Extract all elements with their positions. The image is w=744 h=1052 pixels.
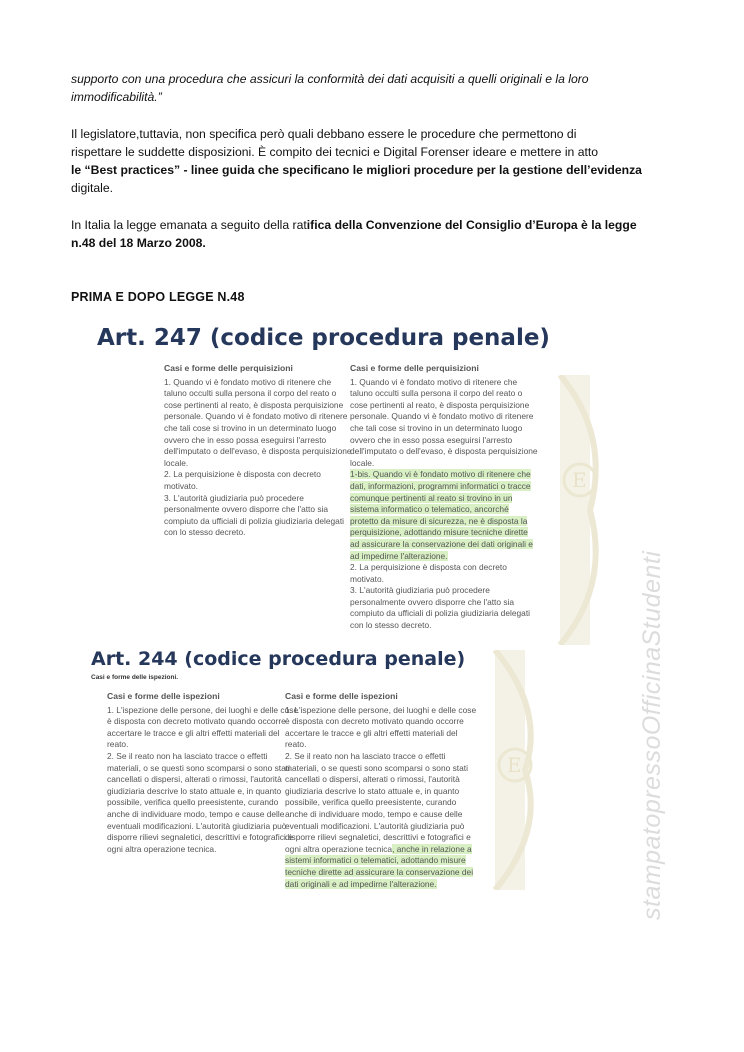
column-line: locale.: [350, 457, 375, 468]
highlighted-segment: , anche in relazione a: [392, 843, 472, 854]
column-line: accertare le tracce e gli altri effetti materiali del: [285, 727, 458, 738]
column-line: dell'imputato o dell'evaso, è disposta perquisizione: [350, 446, 538, 457]
column-line: 2. La perquisizione è disposta con decreto: [164, 469, 321, 480]
highlighted-line: protetto da misure di sicurezza, ne è disposta la: [350, 515, 528, 526]
column-line: materiali, o se questi sono scomparsi o sono stati: [107, 762, 290, 773]
column-line: 2. La perquisizione è disposta con decreto: [350, 562, 507, 573]
column-line: è disposta con decreto motivato quando occorre: [285, 716, 464, 727]
column-line: cose pertinenti al reato, è disposta perquisizione: [350, 399, 530, 410]
column-line: che tali cose si trovino in un determinato luogo: [164, 422, 337, 433]
column-line: personale. Quando vi è fondato motivo di ritenere: [164, 411, 348, 422]
paragraph-italy-law: [71, 216, 673, 252]
column-line: personalmente ovvero disporre che l'atto sia: [350, 596, 515, 607]
text-line: immodificabilità.”: [71, 90, 162, 104]
column-line: con lo stesso decreto.: [350, 620, 432, 631]
column-line: compiuto da ufficiali di polizia giudiziaria delegati: [164, 515, 345, 526]
text-segment-bold: ifica della Convenzione del Consiglio d’Europa è la legge: [306, 218, 637, 232]
text-segment: In Italia la legge emanata a seguito della rat: [71, 218, 307, 232]
column-line: possibile, verifica quello preesistente, curando: [107, 797, 279, 808]
art-244-small-note: Casi e forme delle ispezioni.: [91, 674, 179, 681]
column-line: dell'imputato o dell'evaso, è disposta perquisizione: [164, 446, 352, 457]
column-line: 2. Se il reato non ha lasciato tracce o effetti: [285, 750, 446, 761]
column-line: disporre rilievi segnaletici, descrittivi e fotografici e: [285, 832, 471, 843]
art-244-before-column: [107, 691, 298, 855]
column-line: 3. L'autorità giudiziaria può procedere: [164, 492, 304, 503]
svg-text:E: E: [507, 753, 522, 777]
paragraph-legislator: [71, 125, 673, 197]
watermark-text: stampatopressoOfficinaStudenti: [638, 550, 666, 920]
column-line: è disposta con decreto motivato quando occorre: [107, 716, 286, 727]
text-line: rispettare le suddette disposizioni. È compito dei tecnici e Digital Forenser ideare e mettere in atto: [71, 145, 599, 159]
highlighted-line: tecniche dirette ad assicurare la conservazione dei: [285, 866, 474, 877]
column-line: anche di individuare modo, tempo e cause delle: [107, 808, 285, 819]
text-line: [71, 216, 673, 234]
text-line: digitale.: [71, 181, 114, 195]
column-heading: Casi e forme delle ispezioni: [107, 691, 220, 701]
column-line: eventuali modificazioni. L'autorità giudiziaria può: [285, 820, 465, 831]
column-heading: Casi e forme delle perquisizioni: [164, 363, 293, 373]
column-line: cancellati o dispersi, alterati o rimossi, l'autorità: [285, 774, 460, 785]
column-line: motivato.: [164, 480, 198, 491]
column-line: 1. Quando vi è fondato motivo di ritenere che: [164, 376, 332, 387]
highlighted-line: ad assicurare la conservazione dei dati originali e: [350, 538, 533, 549]
column-heading: Casi e forme delle ispezioni: [285, 691, 398, 701]
column-line: motivato.: [350, 573, 384, 584]
column-line: reato.: [285, 739, 307, 750]
column-line: materiali, o se questi sono scomparsi o sono stati: [285, 762, 468, 773]
column-line: giudiziaria descrive lo stato attuale e, in quanto: [107, 785, 282, 796]
column-line: possibile, verifica quello preesistente, curando: [285, 797, 457, 808]
text-line: supporto con una procedura che assicuri la conformità dei dati acquisiti a quelli originali e la loro: [71, 72, 589, 86]
section-heading: PRIMA E DOPO LEGGE N.48: [71, 290, 245, 304]
column-line: personale. Quando vi è fondato motivo di ritenere: [350, 411, 534, 422]
column-line: 2. Se il reato non ha lasciato tracce o effetti: [107, 750, 268, 761]
highlighted-line: sistemi informatici o telematici, adottando misure: [285, 855, 466, 866]
highlighted-line: sistema informatico o telematico, ancorché: [350, 504, 509, 515]
art-247-title: Art. 247 (codice procedura penale): [97, 325, 550, 351]
art-247-after-column: [350, 363, 538, 632]
highlighted-line: 1-bis. Quando vi è fondato motivo di ritenere che: [350, 469, 531, 480]
text-line-bold: n.48 del 18 Marzo 2008.: [71, 236, 206, 250]
paragraph-quote-end: [71, 70, 673, 106]
column-line: che tali cose si trovino in un determinato luogo: [350, 422, 523, 433]
column-line: taluno occulti sulla persona il corpo del reato o: [164, 388, 337, 399]
column-line: giudiziaria descrive lo stato attuale e, in quanto: [285, 785, 460, 796]
column-line: ovvero che in esso possa eseguirsi l'arresto: [164, 434, 327, 445]
text-line: Il legislatore,tuttavia, non specifica però quali debbano essere le procedure che permettono di: [71, 127, 577, 141]
highlighted-line: perquisizione, adottando misure tecniche dirette: [350, 527, 528, 538]
text-line-bold: le “Best practices” - linee guida che specificano le migliori procedure per la gestione dell’evidenza: [71, 163, 642, 177]
art-244-title: Art. 244 (codice procedura penale): [91, 648, 466, 670]
column-heading: Casi e forme delle perquisizioni: [350, 363, 479, 373]
svg-text:E: E: [572, 468, 587, 492]
column-line: compiuto da ufficiali di polizia giudiziaria delegati: [350, 608, 531, 619]
column-line-segment: ogni altra operazione tecnica: [285, 843, 393, 854]
column-line: 1. L'ispezione delle persone, dei luoghi e delle cose: [107, 704, 299, 715]
column-line: cose pertinenti al reato, è disposta perquisizione: [164, 399, 344, 410]
column-line: 3. L'autorità giudiziaria può procedere: [350, 585, 490, 596]
art-247-before-column: [164, 363, 352, 539]
highlighted-line: comunque pertinenti al reato si trovino in un: [350, 492, 513, 503]
column-line: disporre rilievi segnaletici, descrittivi e fotografici e: [107, 832, 293, 843]
column-line: ogni altra operazione tecnica.: [107, 843, 217, 854]
column-line: ovvero che in esso possa eseguirsi l'arresto: [350, 434, 513, 445]
column-line: eventuali modificazioni. L'autorità giudiziaria può: [107, 820, 287, 831]
column-line: locale.: [164, 457, 189, 468]
column-line: taluno occulti sulla persona il corpo del reato o: [350, 388, 523, 399]
highlighted-line: ad impedirne l'alterazione.: [350, 550, 448, 561]
art-244-after-column: [285, 691, 476, 890]
highlighted-line: dati originali e ad impedirne l'alterazione.: [285, 878, 437, 889]
column-line: reato.: [107, 739, 129, 750]
column-line: 1. L'ispezione delle persone, dei luoghi e delle cose: [285, 704, 477, 715]
column-line: cancellati o dispersi, alterati o rimossi, l'autorità: [107, 774, 282, 785]
column-line: accertare le tracce e gli altri effetti materiali del: [107, 727, 280, 738]
column-line: 1. Quando vi è fondato motivo di ritenere che: [350, 376, 518, 387]
highlighted-line: dati, informazioni, programmi informatici o tracce: [350, 480, 531, 491]
column-line: con lo stesso decreto.: [164, 527, 246, 538]
column-line: personalmente ovvero disporre che l'atto sia: [164, 504, 329, 515]
column-line: anche di individuare modo, tempo e cause delle: [285, 808, 463, 819]
